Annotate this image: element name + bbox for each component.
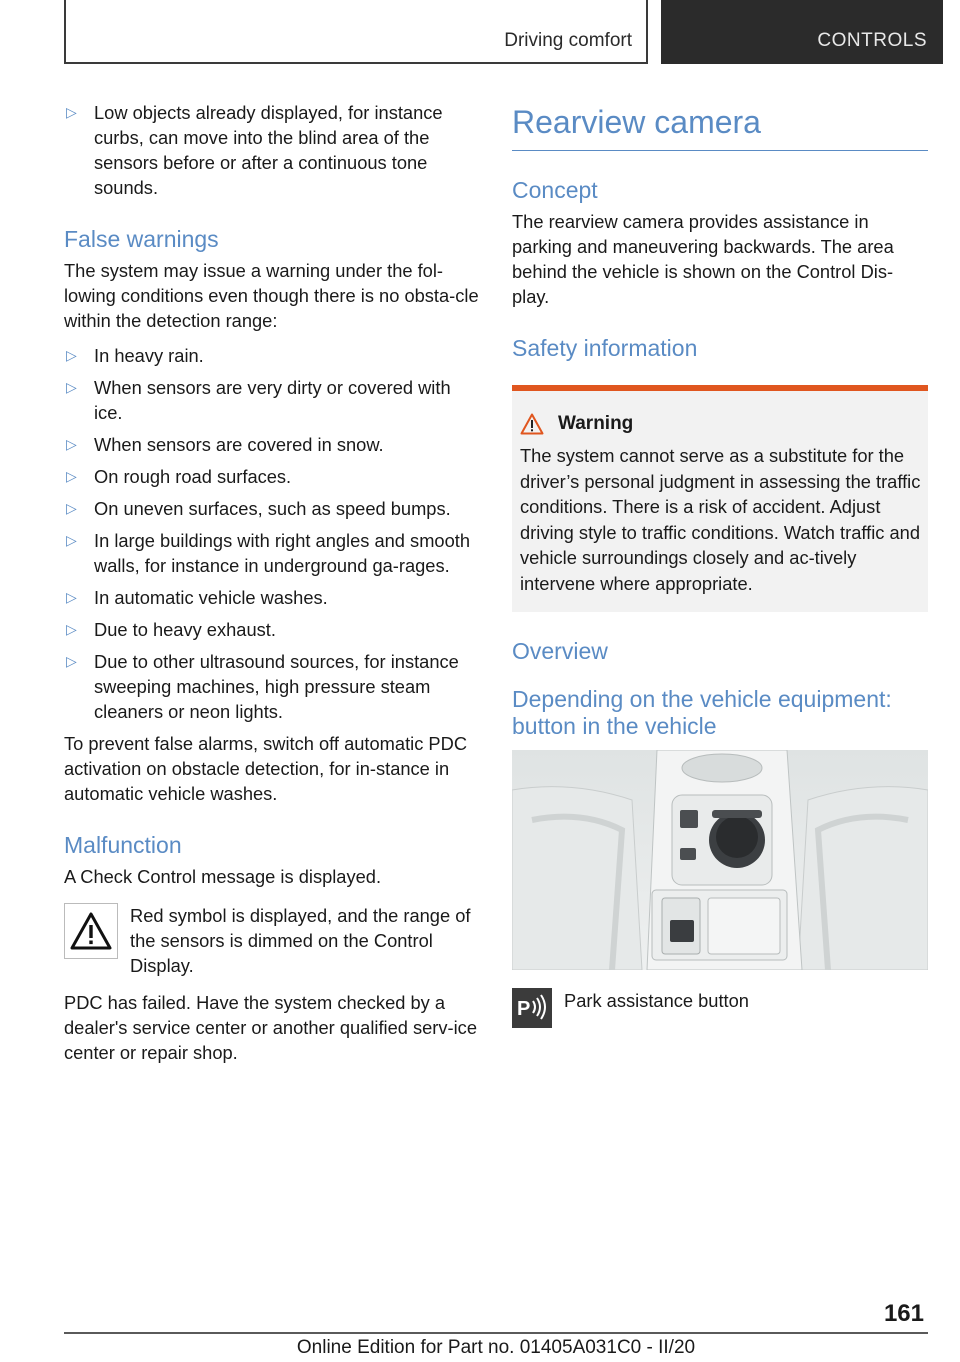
concept-heading: Concept bbox=[512, 177, 598, 203]
center-console-photo bbox=[512, 750, 928, 970]
park-assistance-caption: Park assistance button bbox=[564, 990, 749, 1011]
bullet-item: ▷ Due to other ultrasound sources, for instance sweeping machines, high pressure steam cleaners or neon lights. bbox=[66, 651, 459, 722]
bullet-triangle-icon: ▷ bbox=[66, 653, 77, 669]
bullet-triangle-icon: ▷ bbox=[66, 532, 77, 548]
header-chapter-title: CONTROLS bbox=[817, 30, 927, 51]
malfunction-heading: Malfunction bbox=[64, 832, 182, 858]
false-warnings-outro: To prevent false alarms, switch off automatic PDC activation on obstacle detection, for in-stance in automatic vehicle washes. bbox=[64, 733, 468, 804]
bullet-triangle-icon: ▷ bbox=[66, 589, 77, 605]
concept-text: The rearview camera provides assistance in parking and maneuvering backwards. The area behind the vehicle is shown on the Control Dis-play. bbox=[512, 211, 894, 307]
bullet-item: ▷ Low objects already displayed, for instance curbs, can move into the blind area of the sensors before or after a continuous tone sounds. bbox=[66, 102, 443, 198]
bullet-item: ▷ On uneven surfaces, such as speed bumps. bbox=[66, 498, 451, 519]
false-warnings-list bbox=[64, 343, 480, 724]
warning-box bbox=[512, 385, 928, 612]
warning-text: The system cannot serve as a substitute for the driver’s personal judgment in assessing the traffic conditions. There is a risk of accident. Adjust driving style to traffic conditions. Watch traffic and vehicle surroundings closely and ac-tively intervene where appropriate. bbox=[520, 445, 921, 594]
malfunction-symbol-row bbox=[64, 903, 480, 978]
intro-bullet-list bbox=[64, 100, 480, 200]
edition-note: Online Edition for Part no. 01405A031C0 - II/20 bbox=[296, 1337, 696, 1358]
malfunction-symbol-text: Red symbol is displayed, and the range of the sensors is dimmed on the Control Display. bbox=[130, 905, 471, 976]
bullet-item: ▷ When sensors are covered in snow. bbox=[66, 434, 384, 455]
malfunction-advice: PDC has failed. Have the system checked by a dealer's service center or another qualified serv-ice center or repair shop. bbox=[64, 992, 477, 1063]
warning-title-row bbox=[520, 413, 922, 435]
bullet-item: ▷ Due to heavy exhaust. bbox=[66, 619, 276, 640]
bullet-triangle-icon: ▷ bbox=[66, 436, 77, 452]
footer-rule bbox=[64, 1332, 928, 1334]
warning-sign-icon bbox=[520, 413, 544, 435]
park-assist-row bbox=[512, 988, 928, 1028]
bullet-triangle-icon: ▷ bbox=[66, 500, 77, 516]
bullet-triangle-icon: ▷ bbox=[66, 621, 77, 637]
safety-heading: Safety information bbox=[512, 335, 698, 361]
header-section-tab bbox=[64, 0, 648, 64]
header-chapter-tab bbox=[661, 0, 943, 64]
page-number: 161 bbox=[883, 1300, 924, 1327]
left-column bbox=[64, 100, 480, 1075]
warning-triangle-icon bbox=[64, 903, 118, 959]
false-warnings-heading: False warnings bbox=[64, 226, 219, 252]
bullet-triangle-icon: ▷ bbox=[66, 104, 77, 120]
bullet-item: ▷ On rough road surfaces. bbox=[66, 466, 292, 487]
bullet-triangle-icon: ▷ bbox=[66, 468, 77, 484]
bullet-triangle-icon: ▷ bbox=[66, 379, 77, 395]
bullet-item: ▷ In automatic vehicle washes. bbox=[66, 587, 328, 608]
header-section-title: Driving comfort bbox=[504, 30, 632, 51]
park-assistance-icon bbox=[512, 988, 552, 1028]
overview-heading: Overview bbox=[512, 638, 608, 664]
right-column bbox=[512, 100, 928, 1028]
overview-subheading: Depending on the vehicle equipment: button in the vehicle bbox=[512, 686, 892, 739]
false-warnings-intro: The system may issue a warning under the fol-lowing conditions even though there is no obsta-cle within the detection range: bbox=[64, 260, 479, 331]
bullet-triangle-icon: ▷ bbox=[66, 347, 77, 363]
bullet-item: ▷ In heavy rain. bbox=[66, 345, 204, 366]
svg-text:P: P bbox=[517, 998, 531, 1020]
rearview-camera-title: Rearview camera bbox=[512, 100, 928, 151]
malfunction-text: A Check Control message is displayed. bbox=[64, 866, 382, 887]
bullet-item: ▷ When sensors are very dirty or covered with ice. bbox=[66, 377, 451, 423]
bullet-item: ▷ In large buildings with right angles and smooth walls, for instance in underground ga-rages. bbox=[66, 530, 471, 576]
warning-title: Warning bbox=[558, 413, 634, 434]
